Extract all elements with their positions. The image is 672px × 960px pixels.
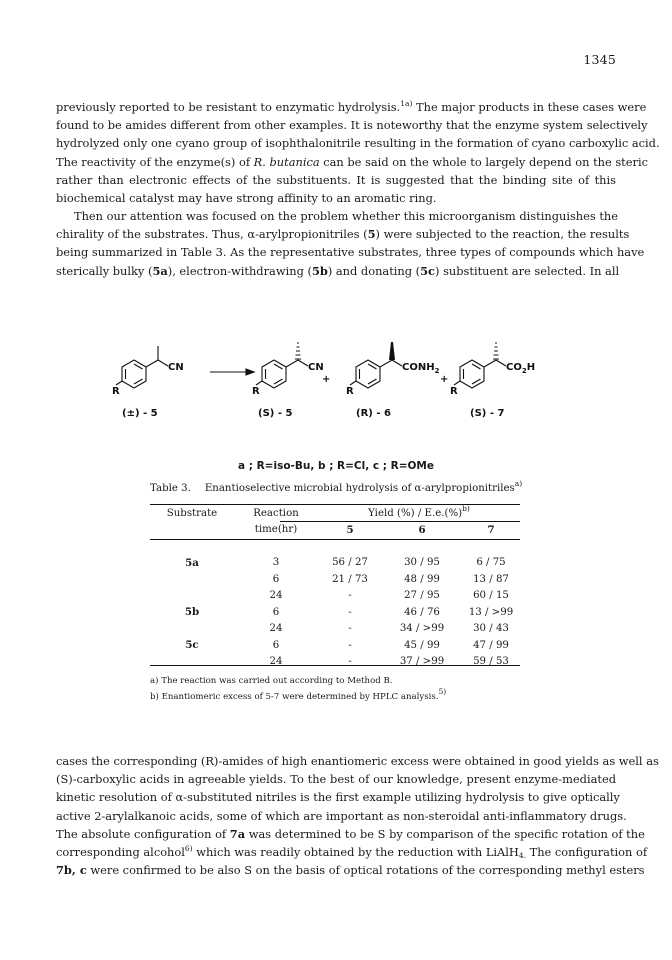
table-row: 24 - 34 / >99 30 / 43 — [269, 623, 509, 635]
para2-line-2: chirality of the substrates. Thus, α-arylpropionitriles (5) were subjected to the reaction, the results — [56, 227, 630, 242]
header-col-7: 7 — [487, 523, 495, 536]
table-row: 5b 6 - 46 / 76 13 / >99 — [184, 606, 514, 619]
para3-line-1: cases the corresponding (R)-amides of high enantiomeric excess were obtained in good yields as well as — [56, 754, 659, 768]
table-number: Table 3. — [150, 483, 191, 494]
scheme-label-3: (R) - 6 — [356, 408, 391, 419]
scheme-r-1: R — [112, 386, 120, 397]
table-row: 24 - 37 / >99 59 / 53 — [269, 656, 509, 668]
para1-line-2: found to be amides different from other examples. It is noteworthy that the enzyme system selectively — [56, 118, 648, 133]
para2-line-1: Then our attention was focused on the problem whether this microorganism distinguishes the — [74, 209, 619, 223]
para1-line-3: hydrolyzed only one cyano group of isophthalonitrile resulting in the formation of cyano carboxylic acid. — [56, 136, 660, 151]
para2-line-3: being summarized in Table 3. As the representative substrates, three types of compounds which have — [56, 245, 645, 260]
header-col-6: 6 — [418, 523, 426, 536]
para1-line-4: The reactivity of the enzyme(s) of R. butanica can be said on the whole to largely depend on the steric — [56, 154, 648, 169]
table-header-row-1 — [150, 505, 520, 522]
species-name: R. butanica — [253, 154, 320, 169]
para1-line-6: biochemical catalyst may have strong affinity to an aromatic ring. — [56, 191, 437, 206]
scheme-co2h: $CO_2H$ — [506, 362, 536, 375]
scheme-plus-1: + — [322, 374, 331, 385]
para3-line-4: active 2-arylalkanoic acids, some of which are important as non-steroidal anti-inflammatory drugs. — [56, 808, 627, 823]
scheme-cn-2: CN — [308, 362, 324, 373]
header-col-5: 5 — [346, 523, 354, 536]
page-number: 1345 — [583, 52, 616, 67]
footnote-a: a) The reaction was carried out according to Method B. — [150, 676, 393, 686]
paragraph-3 — [56, 752, 659, 879]
para2-line-4: sterically bulky (5a), electron-withdrawing (5b) and donating (5c) substituent are selected. In all — [56, 263, 620, 278]
header-reaction: Reaction — [253, 507, 299, 519]
table-header-row-2 — [150, 522, 520, 539]
para3-line-7: 7b, c were confirmed to be also S on the basis of optical rotations of the corresponding methyl esters — [56, 863, 645, 878]
table-row: 5c 6 - 45 / 99 47 / 99 — [185, 639, 509, 652]
scheme-r-2: R — [252, 386, 260, 397]
header-yield: Yield (%) / E.e.(%)$^{b)}$ — [368, 503, 470, 519]
para3-line-5: The absolute configuration of 7a was determined to be S by comparison of the specific rotation of the — [56, 826, 645, 841]
table-row: 5a 3 56 / 27 30 / 95 6 / 75 — [185, 556, 506, 569]
scheme-legend: a ; R=iso-Bu, b ; R=Cl, c ; R=OMe — [238, 460, 434, 472]
table-row: 24 - 27 / 95 60 / 15 — [269, 590, 509, 602]
table-title: Enantioselective microbial hydrolysis of α-arylpropionitriles — [204, 483, 515, 494]
footnote-b: b) Enantiomeric excess of 5-7 were determined by HPLC analysis.$^{5)}$ — [150, 687, 447, 702]
para3-line-2: (S)-carboxylic acids in agreeable yields. To the best of our knowledge, present enzyme-mediated — [56, 772, 616, 787]
table-row: 6 21 / 73 48 / 99 13 / 87 — [272, 573, 509, 585]
scheme-r-4: R — [450, 386, 458, 397]
scheme-label-2: (S) - 5 — [258, 408, 293, 419]
scheme-cn-1: CN — [168, 362, 184, 373]
header-substrate: Substrate — [166, 507, 218, 519]
reaction-scheme — [112, 338, 582, 438]
scheme-label-4: (S) - 7 — [470, 408, 505, 419]
para1-line-5: rather than electronic effects of the substituents. It is suggested that the binding site of this — [56, 172, 616, 187]
scheme-conh2: $CONH_2$ — [402, 362, 440, 375]
scheme-label-1: (±) - 5 — [122, 408, 158, 419]
data-table — [150, 505, 520, 670]
header-time: time(hr) — [254, 524, 298, 536]
scheme-r-3: R — [346, 386, 354, 397]
para3-line-3: kinetic resolution of α-substituted nitriles is the first example utilizing hydrolysis to give optically — [56, 790, 620, 805]
table-caption: Table 3. Enantioselective microbial hydrolysis of α-arylpropionitriles$^{a)}$ — [150, 479, 523, 494]
paragraph-2 — [56, 207, 645, 280]
scheme-plus-2: + — [440, 374, 449, 385]
para1-line-1: previously reported to be resistant to enzymatic hydrolysis.$^{1a)}$ The major products in these cases were — [56, 99, 647, 114]
para3-line-6: corresponding alcohol$^{6)}$ which was readily obtained by the reduction with LiAlH$_{4.}$ The configuration of — [56, 844, 648, 861]
paragraph-1 — [56, 98, 660, 207]
